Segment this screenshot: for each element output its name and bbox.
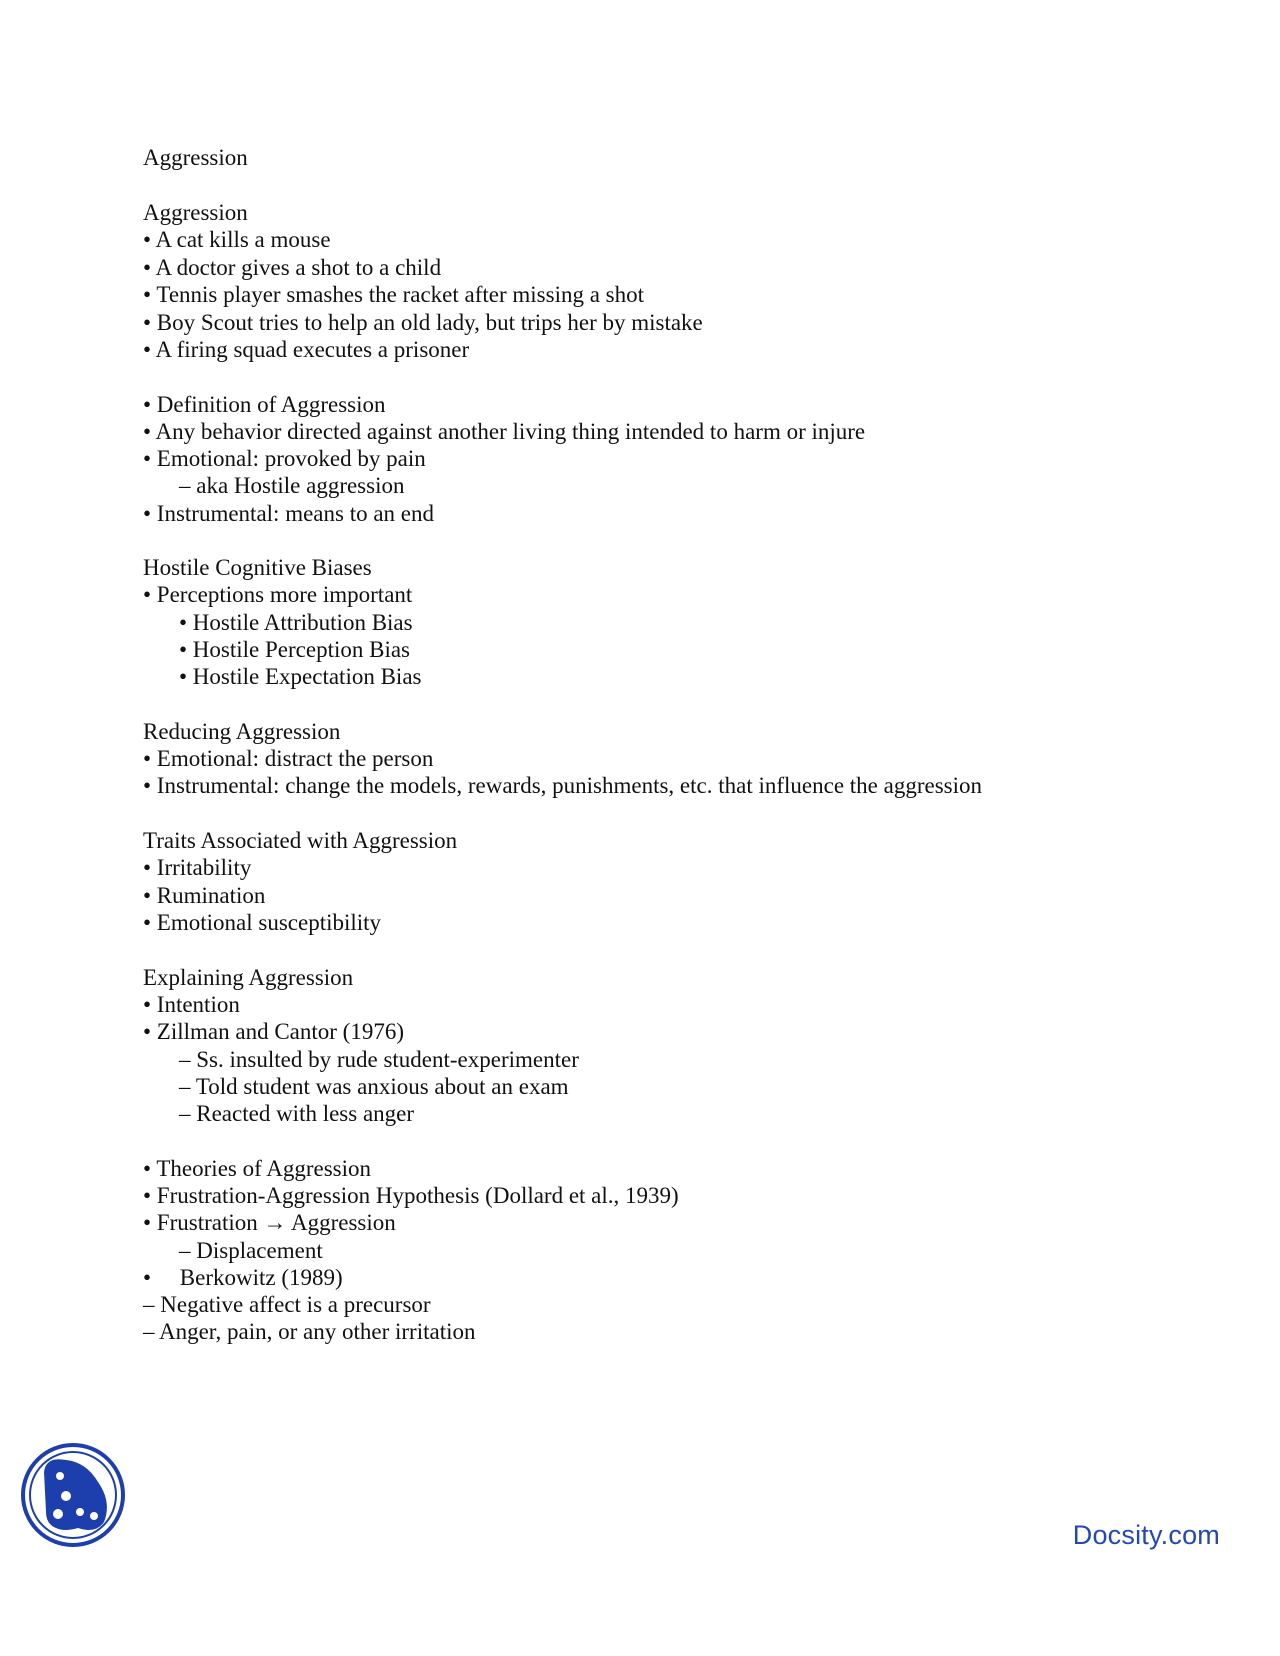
sub-bullet-line: – aka Hostile aggression (179, 473, 405, 498)
sub-bullet-line: – Ss. insulted by rude student-experimenter (179, 1047, 579, 1072)
bullet-line: • Emotional susceptibility (143, 910, 382, 935)
bullet-line: • Perceptions more important (143, 582, 413, 607)
section-heading: Traits Associated with Aggression (143, 828, 458, 853)
sub-bullet-line: – Displacement (179, 1238, 323, 1263)
bullet-line: • Frustration → Aggression (143, 1210, 396, 1235)
dash-line: – Negative affect is a precursor (143, 1292, 431, 1317)
bullet-line: • A doctor gives a shot to a child (143, 255, 442, 280)
section-heading: Hostile Cognitive Biases (143, 555, 372, 580)
bullet-line: • Theories of Aggression (143, 1156, 372, 1181)
section-heading: Explaining Aggression (143, 965, 354, 990)
bullet-line: • Zillman and Cantor (1976) (143, 1019, 404, 1044)
bullet-line: • Intention (143, 992, 240, 1017)
bullet-line: • Emotional: provoked by pain (143, 446, 426, 471)
sub-bullet-line: – Reacted with less anger (179, 1101, 415, 1126)
bullet-line: • A cat kills a mouse (143, 227, 331, 252)
bullet-line: • Emotional: distract the person (143, 746, 434, 771)
bullet-line: • Definition of Aggression (143, 392, 386, 417)
bullet-line: • Tennis player smashes the racket after missing a shot (143, 282, 645, 307)
dash-line: – Anger, pain, or any other irritation (143, 1319, 476, 1344)
document-title: Aggression (143, 145, 248, 170)
bullet-line: • Instrumental: change the models, rewards, punishments, etc. that influence the aggression (143, 773, 983, 798)
bullet-line: • Berkowitz (1989) (143, 1265, 343, 1290)
bullet-line: • Irritability (143, 855, 252, 880)
sub-bullet-line: • Hostile Perception Bias (179, 637, 410, 662)
docsity-brand-link[interactable]: Docsity.com (1072, 1520, 1220, 1550)
section-heading: Reducing Aggression (143, 719, 341, 744)
section-heading: Aggression (143, 200, 248, 225)
sub-bullet-line: – Told student was anxious about an exam (179, 1074, 569, 1099)
bullet-line: • Instrumental: means to an end (143, 501, 435, 526)
bullet-line: • Any behavior directed against another living thing intended to harm or injure (143, 419, 866, 444)
bullet-line: • Rumination (143, 883, 266, 908)
docsity-logo-icon[interactable] (20, 1442, 126, 1548)
bullet-line: • Boy Scout tries to help an old lady, but trips her by mistake (143, 310, 703, 335)
sub-bullet-line: • Hostile Attribution Bias (179, 610, 413, 635)
bullet-line: • Frustration-Aggression Hypothesis (Dollard et al., 1939) (143, 1183, 679, 1208)
bullet-line: • A firing squad executes a prisoner (143, 337, 470, 362)
sub-bullet-line: • Hostile Expectation Bias (179, 664, 422, 689)
